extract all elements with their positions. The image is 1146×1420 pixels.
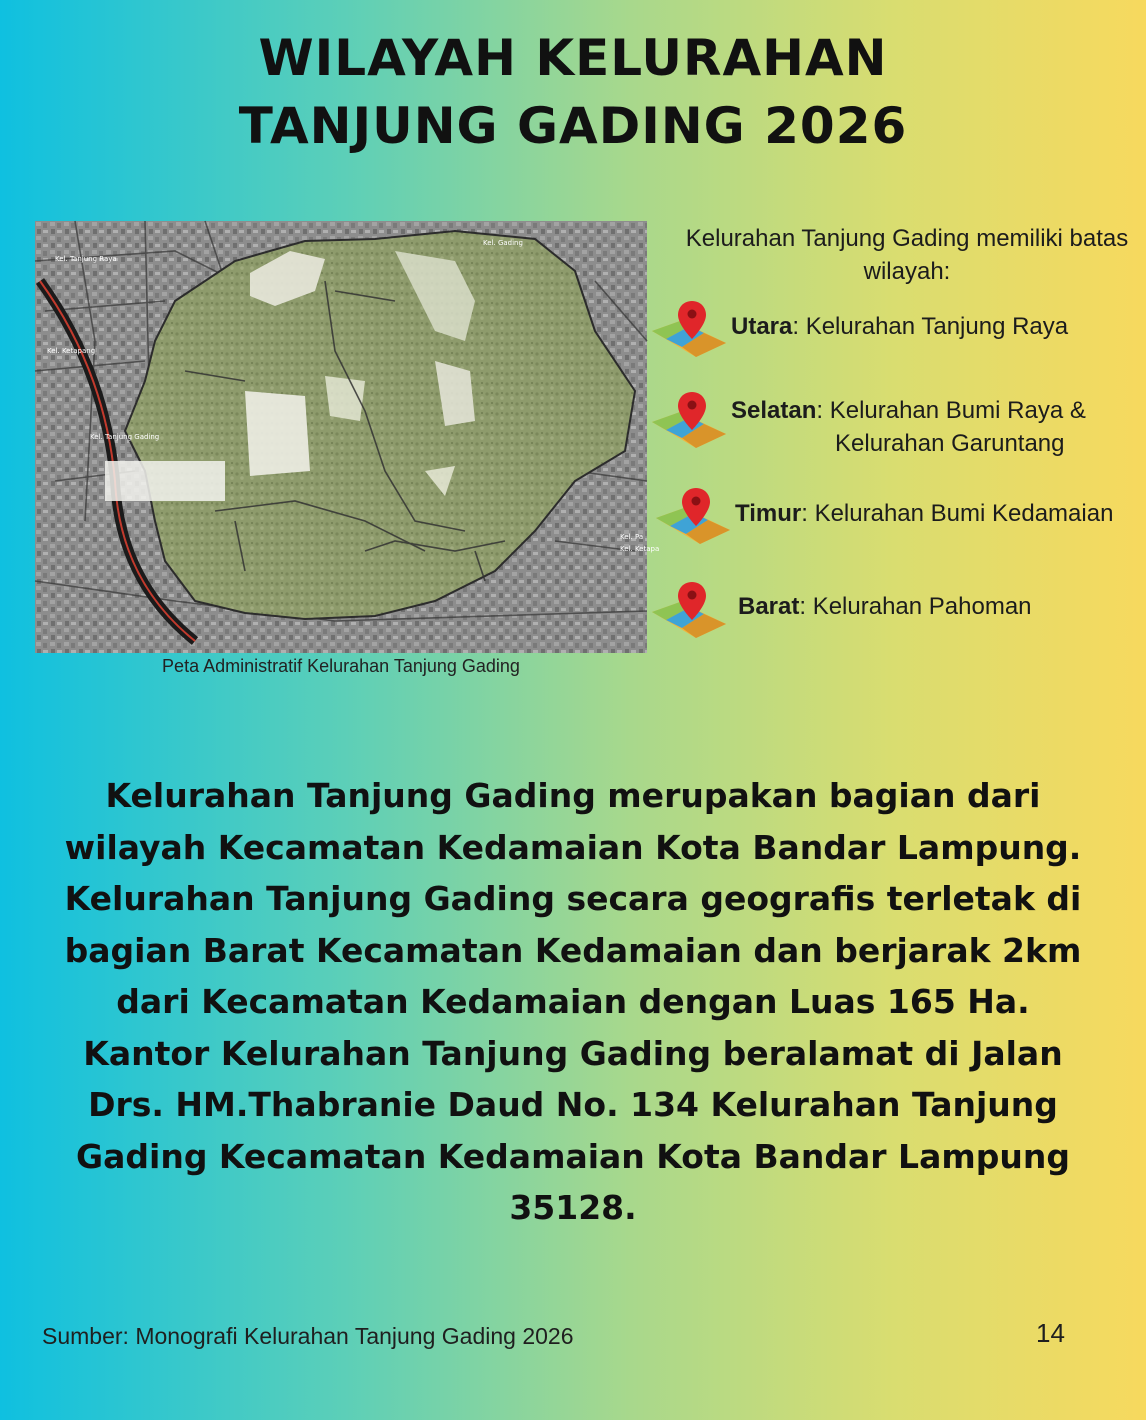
page-title: [0, 24, 1146, 160]
boundaries-intro: Kelurahan Tanjung Gading memiliki batas wilayah:: [685, 225, 1129, 285]
boundary-value: : Kelurahan Tanjung Raya: [792, 313, 1069, 340]
boundary-west-text: [738, 590, 1032, 623]
boundary-direction: Timur: [735, 500, 802, 527]
map-pin-icon: [648, 580, 730, 640]
map-label-west-top: Kel. Ketapang: [47, 347, 96, 355]
map-pin-icon: [652, 486, 734, 546]
map-caption: Peta Administratif Kelurahan Tanjung Gading: [162, 656, 520, 676]
description-line: Kelurahan Tanjung Gading merupakan bagian dari: [105, 776, 1041, 815]
description-line: wilayah Kecamatan Kedamaian Kota Bandar Lampung.: [64, 827, 1082, 867]
description-paragraph: [40, 770, 1106, 1234]
map-label-top-right: Kel. Gading: [483, 239, 523, 247]
boundary-direction: Utara: [731, 313, 793, 340]
boundary-west: [0, 575, 1146, 655]
boundary-value: : Kelurahan Pahoman: [799, 593, 1032, 620]
title-line-1: WILAYAH KELURAHAN: [258, 29, 888, 87]
description-line: Kantor Kelurahan Tanjung Gading beralamat di Jalan: [83, 1033, 1063, 1073]
boundary-north-text: [731, 310, 1068, 343]
boundary-value: : Kelurahan Bumi Raya &: [816, 397, 1086, 424]
map-label-west-mid: Kel. Tanjung Gading: [90, 433, 160, 441]
map-pin-icon: [648, 299, 730, 359]
boundary-north: [0, 295, 1146, 375]
boundary-south-text: [731, 394, 1086, 427]
page-number: 14: [1036, 1318, 1065, 1348]
boundary-direction: Selatan: [731, 397, 817, 424]
description-line: Drs. HM.Thabranie Daud No. 134 Kelurahan Tanjung: [88, 1085, 1058, 1124]
description-line: 35128.: [509, 1188, 637, 1227]
title-line-2: TANJUNG GADING 2026: [238, 97, 908, 155]
map-label-east-top: Kel. Pa: [620, 533, 644, 541]
description-line: Gading Kecamatan Kedamaian Kota Bandar Lampung: [76, 1136, 1070, 1176]
boundary-east: [0, 482, 1146, 562]
boundary-east-text: [735, 497, 1113, 530]
map-label-north: Kel. Tanjung Raya: [55, 255, 117, 263]
map-label-east-bottom: Kel. Ketapa: [620, 545, 660, 553]
description-line: Kelurahan Tanjung Gading secara geografis terletak di: [64, 879, 1082, 918]
boundary-south-text-2: Kelurahan Garuntang: [835, 430, 1065, 457]
map-pin-icon: [648, 390, 730, 450]
description-line: dari Kecamatan Kedamaian dengan Luas 165 Ha.: [116, 982, 1030, 1021]
source-note: Sumber: Monografi Kelurahan Tanjung Gading 2026: [42, 1323, 574, 1349]
boundary-south: [0, 380, 1146, 460]
boundary-direction: Barat: [738, 593, 800, 620]
boundary-value: : Kelurahan Bumi Kedamaian: [801, 500, 1114, 527]
description-line: bagian Barat Kecamatan Kedamaian dan berjarak 2km: [64, 930, 1082, 970]
